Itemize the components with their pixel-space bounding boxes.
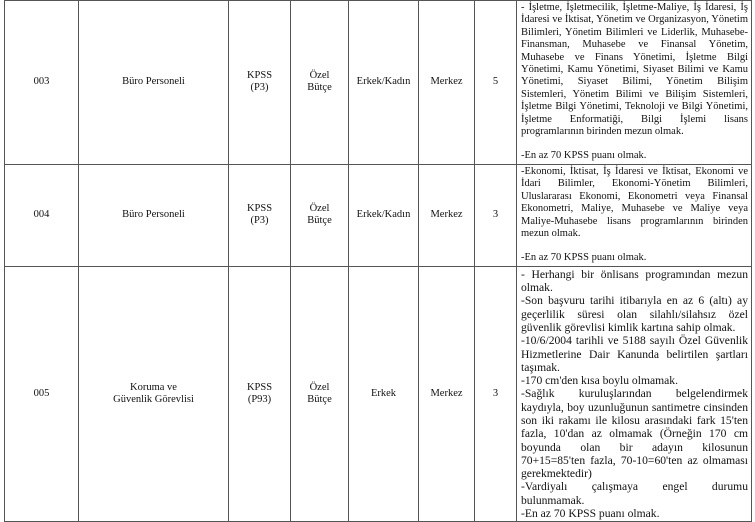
position-code: 004 [5,164,79,266]
exam-score-type: (P3) [250,82,269,94]
requirement-text: -Son başvuru tarihi itibarıyla en az 6 (altı) ay geçerlilik süresi olan silahlı/silahsız özel güvenlik görevlisi kimlik kartına sahip olmak. [521,294,748,334]
gender: Erkek/Kadın [349,1,419,165]
title-line-1: Koruma ve [130,381,177,393]
table-row [5,164,752,266]
gender: Erkek/Kadın [349,164,419,266]
budget-line-1: Özel [309,381,330,393]
budget-type [291,1,349,165]
requirement-text: - İşletme, İşletmecilik, İşletme-Maliye, İş İdaresi, İş İdaresi ve İktisat, Yönetim ve Organizasyon, Yönetim Bilimleri, Yönetim Bilimleri ve Liderlik, Muhasebe-Finansman, Muhasebe ve Finansal Yönetim, Muhasebe ve Finans Yönetimi, İşletme Bilgi Yönetimi, Kamu Yönetimi, Siyaset Bilimi ve Kamu Yönetimi, Siyaset Bilimi, Yönetim Bilişim Sistemleri, Yönetim Bilimi ve Bilişim Sistemleri, İşletme Bilgi Yönetimi, Teknoloji ve Bilgi Yönetimi, İşletme Enformatiği, Bilgi İşlemi lisans programlarının birinden mezun olmak. [521,2,748,138]
positions-table [4,0,752,522]
budget-type [291,266,349,522]
budget-line-2: Bütçe [307,82,332,94]
location: Merkez [419,1,475,165]
table-row [5,1,752,165]
position-count: 5 [475,1,517,165]
budget-line-1: Özel [309,202,330,214]
position-code: 003 [5,1,79,165]
requirements-cell [517,266,752,522]
requirements-cell [517,1,752,165]
exam-type [229,1,291,165]
requirement-text: -En az 70 KPSS puanı olmak. [521,252,647,264]
position-count: 3 [475,164,517,266]
requirement-text: -En az 70 KPSS puanı olmak. [521,150,647,162]
exam-name: KPSS [246,381,273,393]
requirement-text: -170 cm'den kısa boylu olmamak. [521,374,678,388]
position-title: Büro Personeli [79,164,229,266]
requirement-text: - Herhangi bir önlisans programından mezun olmak. [521,267,748,295]
requirement-text: -Vardiyalı çalışmaya engel durumu bulunmamak. [521,480,748,507]
requirement-text: -Ekonomi, İktisat, İş İdaresi ve İktisat, Ekonomi ve İdari Bilimler, Ekonomi-Yönetim Bilimleri, Uluslararası Ekonomi, Ekonometri veya Finansal Ekonometri, Maliye, Muhasebe ve Maliye veya Maliye-Muhasebe lisans programlarının birinden mezun olmak. [521,165,748,239]
requirement-spacer [521,240,748,252]
title-line-2: Güvenlik Görevlisi [113,394,194,406]
position-code: 005 [5,266,79,522]
position-count: 3 [475,266,517,522]
exam-name: KPSS [246,202,273,214]
requirement-text: -En az 70 KPSS puanı olmak. [521,507,660,521]
requirements-cell [517,164,752,266]
exam-type [229,164,291,266]
exam-name: KPSS [246,70,273,82]
requirement-text: -10/6/2004 tarihli ve 5188 sayılı Özel Güvenlik Hizmetlerine Dair Kanunda belirtilen şartları taşımak. [521,334,748,374]
table-row [5,266,752,522]
budget-line-1: Özel [309,70,330,82]
exam-score-type: (P3) [250,215,269,227]
requirement-spacer [521,138,748,150]
exam-score-type: (P93) [247,394,272,406]
position-title [79,266,229,522]
budget-line-2: Bütçe [307,215,332,227]
exam-type [229,266,291,522]
budget-type [291,164,349,266]
document-page [4,0,751,522]
gender: Erkek [349,266,419,522]
location: Merkez [419,164,475,266]
requirement-text: -Sağlık kuruluşlarından belgelendirmek kaydıyla, boy uzunluğunun santimetre cinsinden son iki rakamı ile kilosu arasındaki fark 15'ten fazla, 10'dan az olmamak (Örneğin 170 cm boyunda olan bir adayın kilosunun 70+15=85'ten fazla, 70-10=60'ten az olmaması gerekmektedir) [521,387,748,481]
budget-line-2: Bütçe [307,394,332,406]
position-title: Büro Personeli [79,1,229,165]
location: Merkez [419,266,475,522]
